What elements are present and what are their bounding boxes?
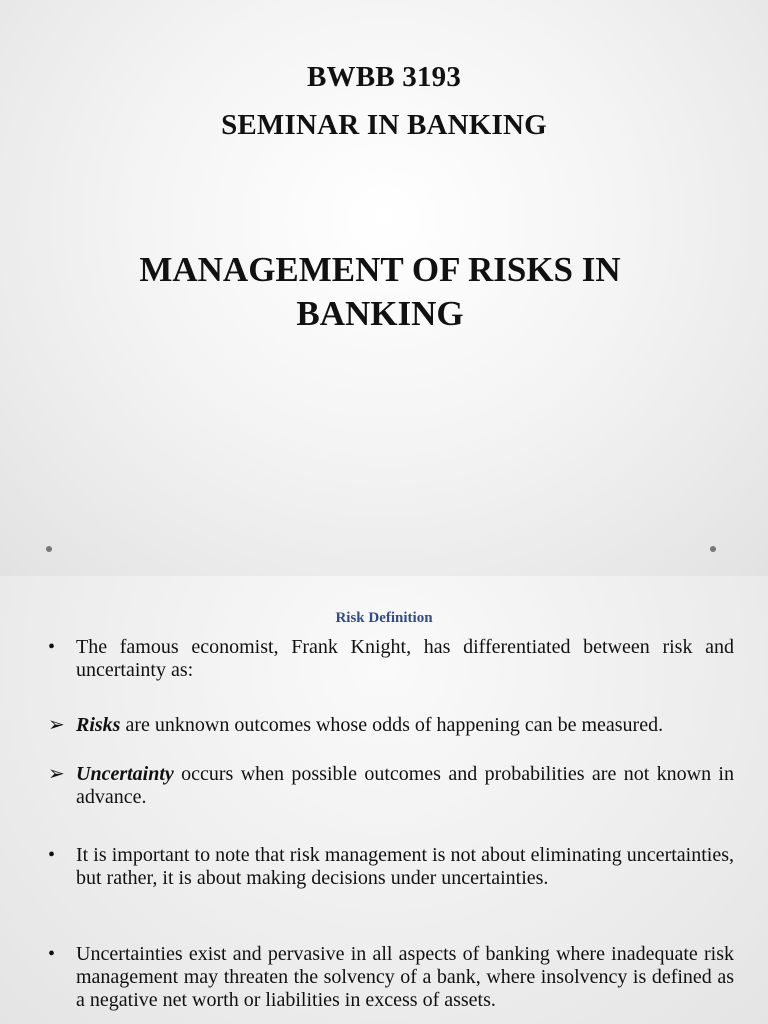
risks-text: are unknown outcomes whose odds of happening can be measured. bbox=[120, 714, 664, 736]
section-heading: Risk Definition bbox=[335, 610, 433, 626]
course-code: BWBB 3193 bbox=[306, 61, 462, 93]
uncertainty-definition bbox=[76, 763, 734, 809]
seminar-title: SEMINAR IN BANKING bbox=[221, 109, 547, 141]
arrow-marker: ➢ bbox=[48, 763, 65, 785]
uncertainty-term: Uncertainty bbox=[76, 763, 174, 785]
solvency-paragraph: Uncertainties exist and pervasive in all aspects of banking where inadequate risk management may threaten the solvency of a bank, where insolvency is defined as a negative net worth or liabilities in excess of assets. bbox=[76, 943, 734, 1011]
bullet-marker: • bbox=[48, 636, 56, 658]
knight-paragraph: The famous economist, Frank Knight, has differentiated between risk and uncertainty as: bbox=[76, 636, 734, 681]
risk-management-paragraph: It is important to note that risk management is not about eliminating uncertainties, but rather, it is about making decisions under uncertainties. bbox=[76, 844, 734, 889]
bullet-marker: • bbox=[48, 943, 56, 965]
content-slide bbox=[0, 576, 768, 1024]
slide-dot-right bbox=[710, 546, 716, 552]
risks-definition bbox=[76, 714, 734, 737]
risks-term: Risks bbox=[76, 714, 121, 736]
slide-dot-left bbox=[46, 546, 52, 552]
main-title: MANAGEMENT OF RISKS IN BANKING bbox=[139, 250, 621, 333]
arrow-marker: ➢ bbox=[48, 714, 65, 736]
bullet-marker: • bbox=[48, 844, 56, 866]
uncertainty-text: occurs when possible outcomes and probabilities are not known in advance. bbox=[76, 763, 734, 808]
